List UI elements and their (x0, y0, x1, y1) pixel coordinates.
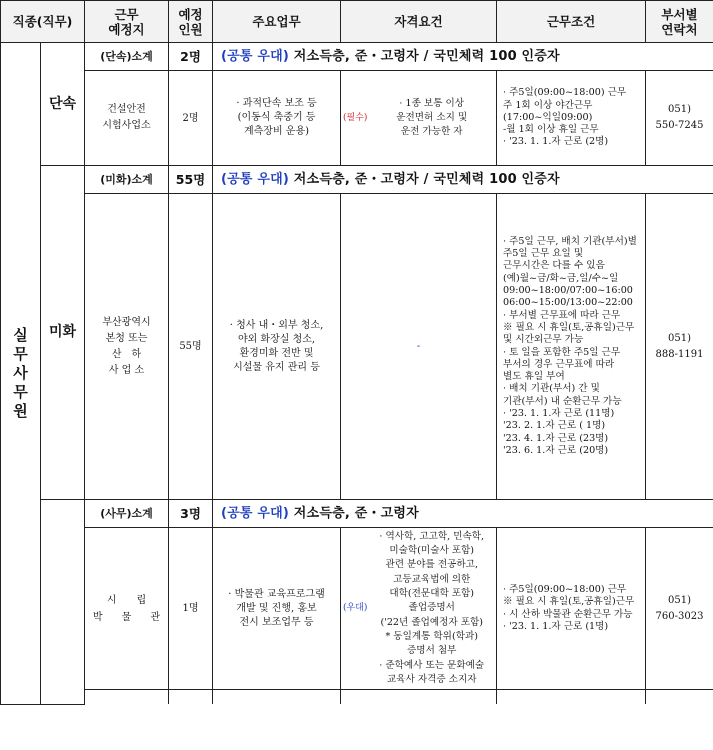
subtotal-count: 2명 (169, 43, 213, 71)
detail-row-cleaning (1, 194, 713, 500)
header-conditions: 근무조건 (497, 1, 646, 43)
location-cell: 부산광역시 본청 또는 산 하 사 업 소 (85, 194, 169, 500)
subtotal-label: (미화)소계 (85, 166, 169, 194)
preference-desc: 저소득층, 준・고령자 / 국민체력 100 인증자 (293, 172, 560, 187)
subtotal-label: (사무)소계 (85, 500, 169, 528)
subtotal-row-cleaning (1, 166, 713, 194)
contact-cell: 051) 888-1191 (646, 194, 713, 500)
location-cell: 시 립 박 물 관 (85, 528, 169, 690)
conditions-cell: · 주5일 근무, 배치 기관(부서)별 주5일 근무 요일 및 근무시간은 다를 수 있음 (예)월~금/화~금,일/수~일 09:00~18:00/07:00~16:00 06:00~15:00/13:00~22:00 · 부서별 근무표에 따라 근무 ※ 필요 시 휴일(토,공휴일)근무 및 시간외근무 가능 · 토 일을 포함한 주5일 근무 부서의 경우 근무표에 따라 별도 휴일 부여 · 배치 기관(부서) 간 및 기관(부서) 내 순환근무 가능 · '23. 1. 1.자 근로 (11명) '23. 2. 1.자 근로 ( 1명) '23. 4. 1.자 근로 (23명) '23. 6. 1.자 근로 (20명) (497, 194, 646, 500)
category-office (41, 500, 85, 705)
conditions-cell: · 주5일(09:00~18:00) 근무 ※ 필요 시 휴일(토,공휴일)근무 · 시 산하 박물관 순환근무 가능 · '23. 1. 1.자 근로 (1명) (497, 528, 646, 690)
header-row (1, 1, 713, 43)
preference-label: (공통 우대) (221, 506, 290, 521)
subtotal-count: 3명 (169, 500, 213, 528)
detail-row-museum (1, 528, 713, 690)
contact-cell: 051) 550-7245 (646, 71, 713, 166)
duties-cell: · 박물관 교육프로그램 개발 및 진행, 홍보 전시 보조업무 등 (213, 528, 341, 690)
duties-cell: · 청사 내・외부 청소, 야외 화장실 청소, 환경미화 전반 및 시설물 유지 관리 등 (213, 194, 341, 500)
subtotal-label: (단속)소계 (85, 43, 169, 71)
qualifications-cell: (우대) · 역사학, 고고학, 민속학, 미술학(미술사 포함) 관련 분야를 전공하고, 고등교육법에 의한 대학(전문대학 포함) 졸업증명서 ('22년 졸업예정자 포함) * 동일계통 학위(학과) 증명서 첨부 · 준학예사 또는 문화예술 교육사 자격증 소지자 (341, 528, 497, 690)
preference-desc: 저소득층, 준・고령자 (293, 506, 419, 521)
header-category: 직종(직무) (1, 1, 85, 43)
count-cell: 55명 (169, 194, 213, 500)
next-row-partial (1, 690, 713, 705)
required-tag: (필수) (343, 112, 368, 123)
header-duties: 주요업무 (213, 1, 341, 43)
contact-cell: 051) 760-3023 (646, 528, 713, 690)
preference-desc: 저소득층, 준・고령자 / 국민체력 100 인증자 (293, 49, 560, 64)
subtotal-count: 55명 (169, 166, 213, 194)
header-location: 근무 예정지 (85, 1, 169, 43)
preference-label: (공통 우대) (221, 172, 290, 187)
category-cleaning: 미화 (41, 166, 85, 500)
qualifications-cell: - (341, 194, 497, 500)
conditions-cell: · 주5일(09:00~18:00) 근무 주 1회 이상 야간근무 (17:00~익일09:00) -월 1회 이상 휴일 근무 · '23. 1. 1.자 근로 (2명) (497, 71, 646, 166)
category-enforcement: 단속 (41, 43, 85, 166)
preference-label: (공통 우대) (221, 49, 290, 64)
preferred-tag: (우대) (343, 602, 368, 613)
preference-text (213, 166, 713, 194)
header-qualifications: 자격요건 (341, 1, 497, 43)
subtotal-row-enforcement (1, 43, 713, 71)
count-cell: 1명 (169, 528, 213, 690)
detail-row-enforcement (1, 71, 713, 166)
duties-cell: · 과적단속 보조 등 (이동식 축중기 등 계측장비 운용) (213, 71, 341, 166)
count-cell: 2명 (169, 71, 213, 166)
preference-text (213, 500, 713, 528)
location-cell: 건설안전 시험사업소 (85, 71, 169, 166)
qualifications-cell: (필수) · 1종 보통 이상 운전면허 소지 및 운전 가능한 자 (341, 71, 497, 166)
main-category-cell: 실 무 사 무 원 (1, 43, 41, 705)
header-count: 예정 인원 (169, 1, 213, 43)
subtotal-row-office (1, 500, 713, 528)
preference-text (213, 43, 713, 71)
header-contact: 부서별 연락처 (646, 1, 713, 43)
